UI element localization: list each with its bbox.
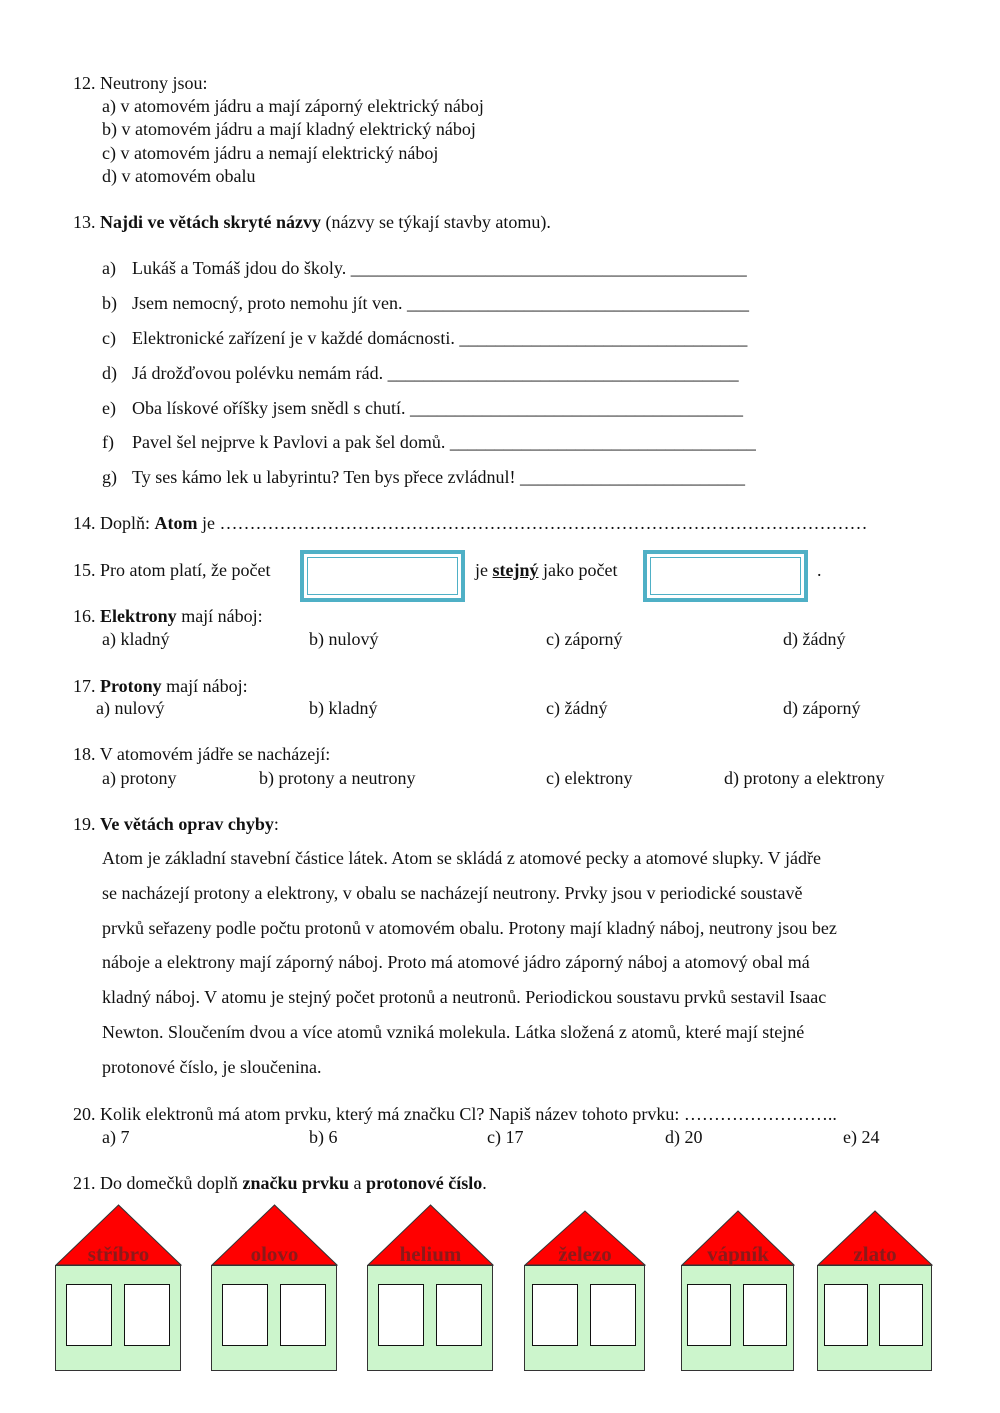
q16-bold: Elektrony: [100, 606, 177, 626]
symbol-input-box[interactable]: [687, 1284, 731, 1346]
q15-text3: jako počet: [543, 560, 618, 580]
q16-option-d[interactable]: d) žádný: [783, 629, 846, 649]
house-helium: [367, 1204, 494, 1372]
q15-period: .: [817, 560, 822, 580]
q14-bold: Atom: [154, 513, 198, 533]
q17-bold: Protony: [100, 676, 162, 696]
q21-text3: .: [482, 1173, 487, 1193]
q13-title-bold: Najdi ve větách skryté názvy: [100, 212, 321, 232]
q15-answer-box-1[interactable]: [300, 550, 465, 602]
q21-text2: a: [353, 1173, 362, 1193]
q20-heading: [73, 1103, 837, 1125]
q17-number: 17.: [73, 676, 96, 696]
q19-colon: :: [273, 814, 279, 834]
house-label: zlato: [853, 1242, 897, 1266]
q19-bold: Ve větách oprav chyby: [100, 814, 274, 834]
q15-text1: [73, 559, 270, 581]
q21-number: 21.: [73, 1173, 96, 1193]
q14-number: 14.: [73, 513, 96, 533]
house-label: helium: [399, 1242, 462, 1266]
q18-heading: [73, 743, 330, 765]
q13-item-f[interactable]: Pavel šel nejprve k Pavlovi a pak šel domů. __________________________________: [132, 432, 756, 452]
q13-letter-c: c): [102, 328, 116, 348]
q18-option-c[interactable]: c) elektrony: [546, 768, 633, 788]
q13-letter-f: f): [102, 432, 114, 452]
q16-option-a[interactable]: a) kladný: [102, 629, 170, 649]
q16-rest: mají náboj:: [181, 606, 263, 626]
q19-number: 19.: [73, 814, 96, 834]
q13-number: 13.: [73, 212, 96, 232]
q19-line-1: Atom je základní stavební částice látek. Atom se skládá z atomové pecky a atomové slupky. V jádře: [102, 848, 821, 868]
q13-heading: [73, 211, 551, 233]
q20-title: Kolik elektronů má atom prvku, který má značku Cl? Napiš název tohoto prvku: ……………………..: [100, 1104, 837, 1124]
q17-option-c[interactable]: c) žádný: [546, 698, 608, 718]
q14-line[interactable]: [73, 512, 868, 534]
q16-number: 16.: [73, 606, 96, 626]
symbol-input-box[interactable]: [378, 1284, 424, 1346]
q12-number: 12.: [73, 73, 96, 93]
q21-text1: Do domečků doplň: [100, 1173, 238, 1193]
house-vapnik: [681, 1210, 795, 1372]
q15-text1-label: Pro atom platí, že počet: [100, 560, 271, 580]
q13-item-a[interactable]: Lukáš a Tomáš jdou do školy. ____________________________________________: [132, 258, 747, 278]
q13-letter-g: g): [102, 467, 117, 487]
q21-heading: [73, 1172, 487, 1194]
house-olovo: [211, 1204, 338, 1372]
house-stribro: [55, 1204, 182, 1372]
q19-heading: [73, 813, 279, 835]
q20-option-d[interactable]: d) 20: [665, 1127, 703, 1147]
q15-answer-box-2[interactable]: [643, 550, 808, 602]
proton-number-input-box[interactable]: [280, 1284, 326, 1346]
q17-option-b[interactable]: b) kladný: [309, 698, 378, 718]
q19-line-3: prvků seřazeny podle počtu protonů v atomovém obalu. Protony mají kladný náboj, neutrony jsou bez: [102, 917, 837, 938]
house-label: stříbro: [87, 1242, 150, 1266]
proton-number-input-box[interactable]: [590, 1284, 636, 1346]
q13-letter-a: a): [102, 258, 116, 278]
house-zlato: [817, 1210, 933, 1372]
house-label: vápník: [707, 1242, 769, 1266]
house-label: olovo: [250, 1242, 299, 1266]
q21-bold2: protonové číslo: [366, 1173, 483, 1193]
q21-bold1: značku prvku: [242, 1173, 350, 1193]
q13-title-rest: (názvy se týkají stavby atomu).: [325, 212, 551, 232]
q13-item-d[interactable]: Já drožďovou polévku nemám rád. _______________________________________: [132, 363, 739, 383]
q19-line-7: protonové číslo, je sloučenina.: [102, 1056, 322, 1077]
q12-option-c[interactable]: c) v atomovém jádru a nemají elektrický náboj: [102, 143, 439, 163]
house-label: železo: [558, 1242, 612, 1266]
q18-title: V atomovém jádře se nacházejí:: [99, 744, 331, 764]
symbol-input-box[interactable]: [222, 1284, 268, 1346]
q17-option-a[interactable]: a) nulový: [96, 698, 165, 718]
q12-option-a[interactable]: a) v atomovém jádru a mají záporný elektrický náboj: [102, 96, 484, 116]
q14-rest: je ………………………………………………………………………………………………: [202, 513, 868, 533]
q15-answer-box-2-inner: [650, 557, 801, 595]
q16-heading: [73, 605, 263, 627]
q17-heading: [73, 675, 248, 697]
q13-item-e[interactable]: Oba lískové oříšky jsem snědl s chutí. _____________________________________: [132, 398, 743, 418]
q12-option-d[interactable]: d) v atomovém obalu: [102, 166, 256, 186]
symbol-input-box[interactable]: [532, 1284, 578, 1346]
q19-line-6: Newton. Sloučením dvou a více atomů vzniká molekula. Látka složená z atomů, které mají stejné: [102, 1021, 805, 1042]
q15-number: 15.: [73, 560, 96, 580]
q19-line-5: kladný náboj. V atomu je stejný počet protonů a neutronů. Periodickou soustavu prvků sestavil Isaac: [102, 987, 827, 1008]
q13-letter-b: b): [102, 293, 117, 313]
proton-number-input-box[interactable]: [879, 1284, 923, 1346]
q16-option-b[interactable]: b) nulový: [309, 629, 379, 649]
q16-option-c[interactable]: c) záporný: [546, 629, 623, 649]
q20-option-c[interactable]: c) 17: [487, 1127, 524, 1147]
q12-title: Neutrony jsou:: [100, 73, 208, 93]
q20-option-b[interactable]: b) 6: [309, 1127, 338, 1147]
proton-number-input-box[interactable]: [743, 1284, 787, 1346]
q19-line-4: náboje a elektrony mají záporný náboj. Proto má atomové jádro záporný náboj a atomový obal má: [102, 952, 810, 973]
proton-number-input-box[interactable]: [124, 1284, 170, 1346]
q13-item-c[interactable]: Elektronické zařízení je v každé domácnosti. ________________________________: [132, 328, 748, 348]
proton-number-input-box[interactable]: [436, 1284, 482, 1346]
q18-option-d[interactable]: d) protony a elektrony: [724, 768, 885, 788]
q20-number: 20.: [73, 1104, 96, 1124]
q12-heading: [73, 72, 208, 94]
q18-option-a[interactable]: a) protony: [102, 768, 177, 788]
symbol-input-box[interactable]: [824, 1284, 868, 1346]
q15-answer-box-1-inner: [307, 557, 458, 595]
q17-rest: mají náboj:: [166, 676, 248, 696]
q19-line-2: se nacházejí protony a elektrony, v obalu se nacházejí neutrony. Prvky jsou v periodické soustavě: [102, 882, 803, 903]
q13-letter-d: d): [102, 363, 117, 383]
symbol-input-box[interactable]: [66, 1284, 112, 1346]
q18-option-b[interactable]: b) protony a neutrony: [259, 768, 416, 788]
q20-option-e[interactable]: e) 24: [843, 1127, 880, 1147]
q13-letter-e: e): [102, 398, 116, 418]
house-zelezo: [524, 1210, 646, 1372]
q14-prefix: Doplň:: [100, 513, 151, 533]
q13-item-b[interactable]: Jsem nemocný, proto nemohu jít ven. ______________________________________: [132, 293, 749, 313]
q15-text2: [475, 559, 617, 581]
q15-text2-bold: stejný: [492, 560, 539, 580]
q19-paragraph: [102, 841, 837, 1085]
q15-text2-je: je: [475, 560, 488, 580]
q20-option-a[interactable]: a) 7: [102, 1127, 130, 1147]
q13-item-g[interactable]: Ty ses kámo lek u labyrintu? Ten bys přece zvládnul! _________________________: [132, 467, 746, 487]
q18-number: 18.: [73, 744, 96, 764]
q12-option-b[interactable]: b) v atomovém jádru a mají kladný elektrický náboj: [102, 119, 476, 139]
q17-option-d[interactable]: d) záporný: [783, 698, 861, 718]
